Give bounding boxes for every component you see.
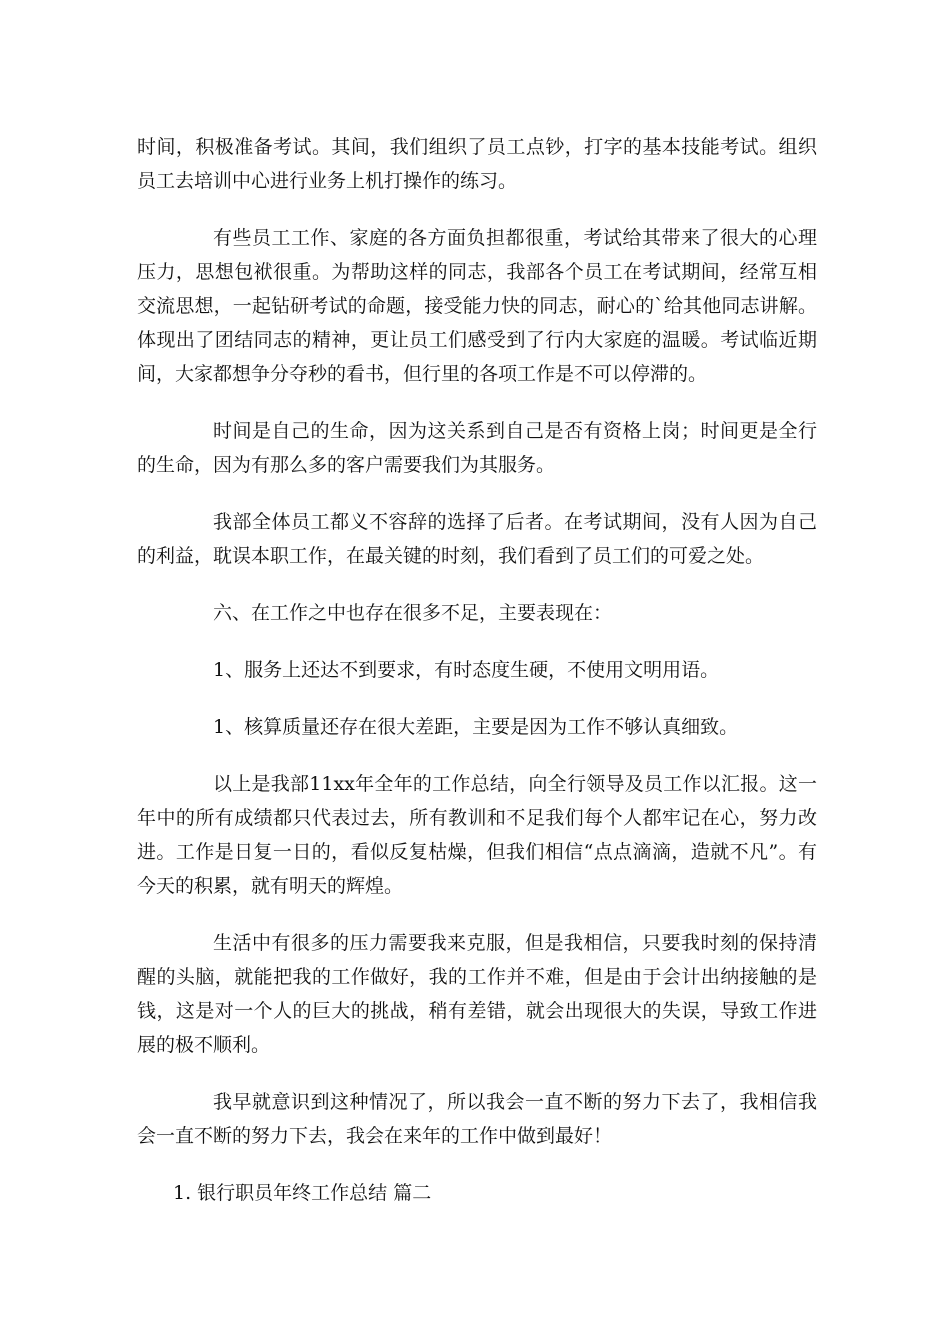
paragraph-exam-prep: 时间，积极准备考试。其间，我们组织了员工点钞，打字的基本技能考试。组织员工去培训中心进行业务上机打操作的练习。 xyxy=(137,136,817,192)
section-heading: 1. 银行职员年终工作总结 篇二 xyxy=(173,1182,432,1204)
paragraph-time-is-life: 时间是自己的生命，因为这关系到自己是否有资格上岗；时间更是全行的生命，因为有那么多的客户需要我们为其服务。 xyxy=(137,420,817,476)
paragraph-shortcomings-title: 六、在工作之中也存在很多不足，主要表现在： xyxy=(213,602,613,624)
paragraph-summary: 以上是我部11xx年全年的工作总结，向全行领导及员工作以汇报。这一年中的所有成绩都只代表过去，所有教训和不足我们每个人都牢记在心，努力改进。工作是日复一日的，看似反复枯燥，但我们相信“点点滴滴，造就不凡”。有今天的积累，就有明天的辉煌。 xyxy=(137,773,817,897)
paragraph-shortcoming-service: 1、服务上还达不到要求，有时态度生硬，不使用文明用语。 xyxy=(213,659,720,681)
document-body xyxy=(137,130,817,1210)
paragraph-pressure: 生活中有很多的压力需要我来克服，但是我相信，只要我时刻的保持清醒的头脑，就能把我的工作做好，我的工作并不难，但是由于会计出纳接触的是钱，这是对一个人的巨大的挑战，稍有差错，就会出现很大的失误，导致工作进展的极不顺利。 xyxy=(137,932,817,1056)
paragraph-staff-pressure: 有些员工工作、家庭的各方面负担都很重，考试给其带来了很大的心理压力，思想包袱很重。为帮助这样的同志，我部各个员工在考试期间，经常互相交流思想，一起钻研考试的命题，接受能力快的同志，耐心的`给其他同志讲解。体现出了团结同志的精神，更让员工们感受到了行内大家庭的温暖。考试临近期间，大家都想争分夺秒的看书，但行里的各项工作是不可以停滞的。 xyxy=(137,227,817,385)
paragraph-choice: 我部全体员工都义不容辞的选择了后者。在考试期间，没有人因为自己的利益，耽误本职工作，在最关键的时刻，我们看到了员工们的可爱之处。 xyxy=(137,511,817,567)
paragraph-closing: 我早就意识到这种情况了，所以我会一直不断的努力下去了，我相信我会一直不断的努力下去，我会在来年的工作中做到最好！ xyxy=(137,1091,817,1147)
paragraph-shortcoming-accounting: 1、核算质量还存在很大差距，主要是因为工作不够认真细致。 xyxy=(213,716,739,738)
